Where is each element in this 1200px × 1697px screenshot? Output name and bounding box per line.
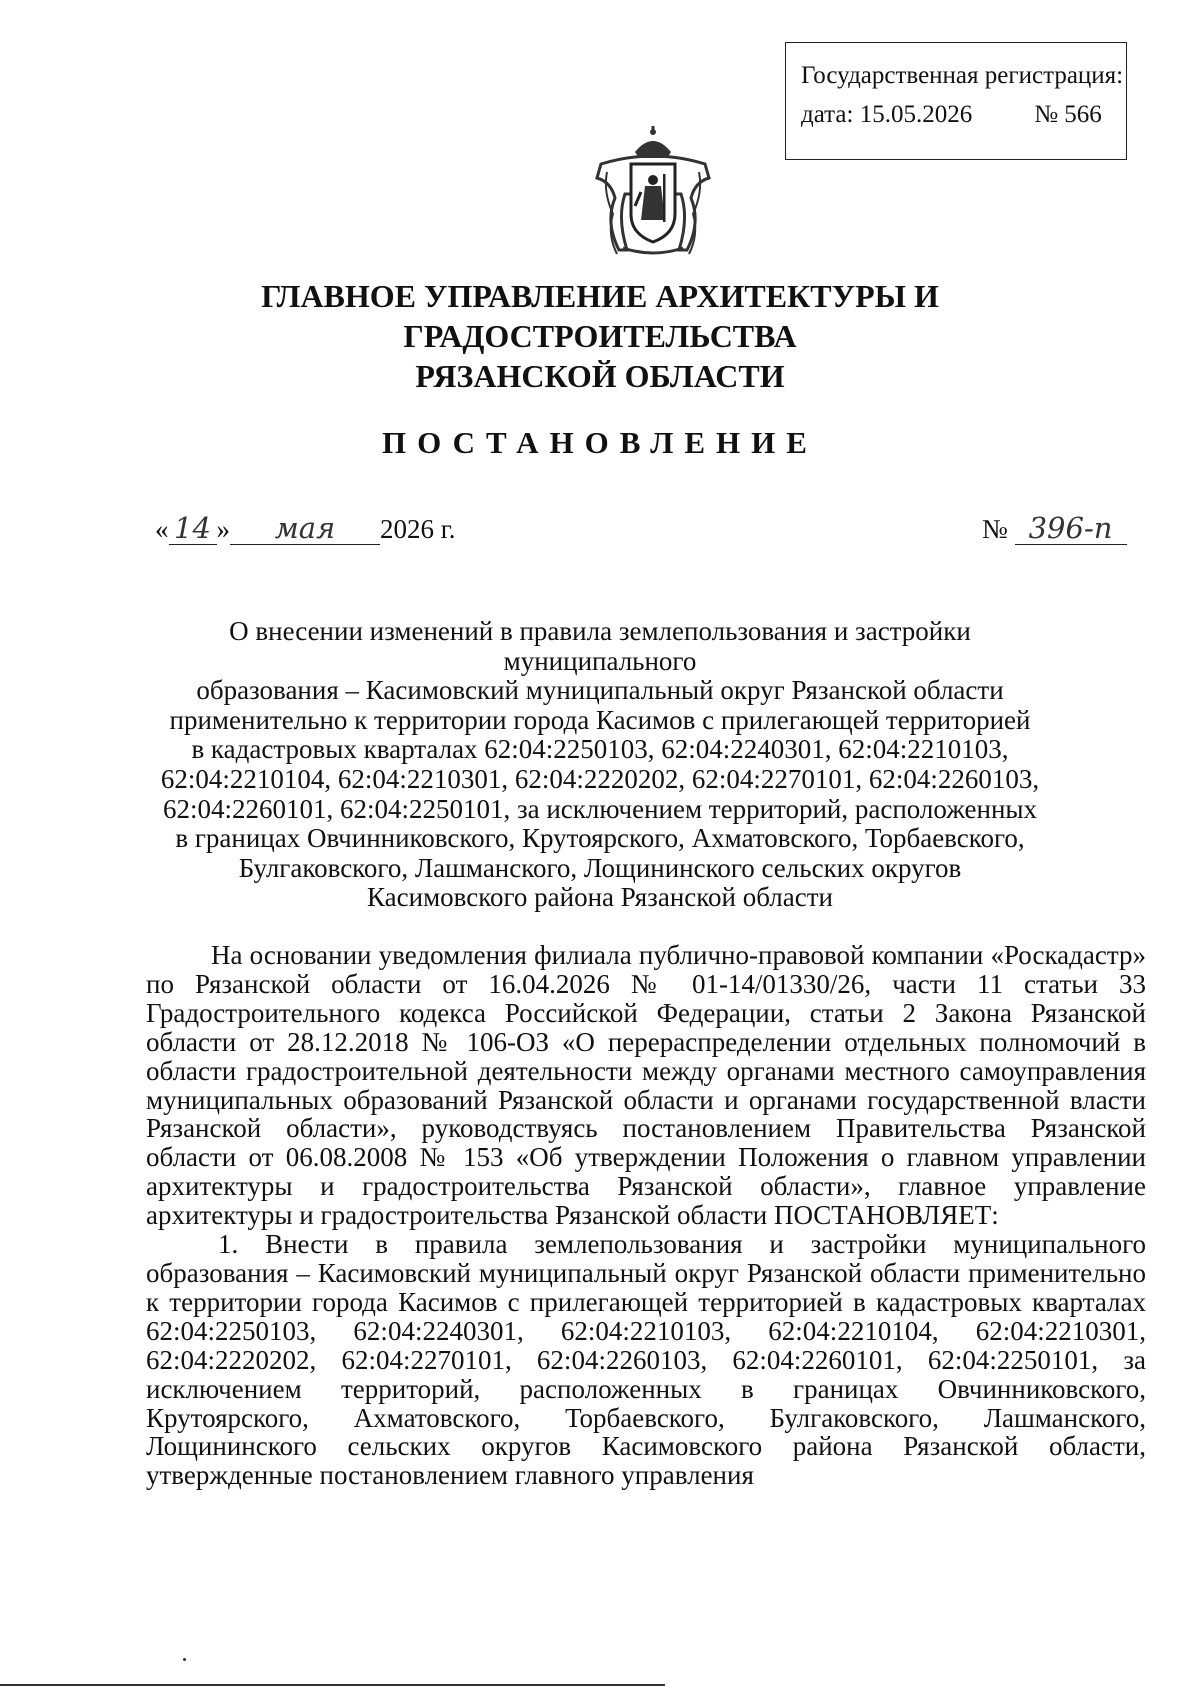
date-day-handwritten: 14 (169, 512, 217, 545)
registration-stamp (785, 42, 1127, 160)
document-type: ПОСТАНОВЛЕНИЕ (382, 425, 818, 460)
subject-line: Булгаковского, Лашманского, Лощининского сельских округов (238, 852, 962, 883)
subject-line: Касимовского района Рязанской области (367, 882, 833, 913)
registration-heading: Государственная регистрация: (801, 62, 1124, 89)
registration-details (801, 96, 1126, 135)
organization-title (100, 276, 1100, 396)
scan-speck (183, 1658, 186, 1661)
date-year: 2026 г. (380, 514, 456, 544)
page-bottom-rule (0, 1684, 665, 1686)
organization-line-2: РЯЗАНСКОЙ ОБЛАСТИ (415, 358, 785, 394)
document-body (146, 941, 1146, 1490)
registration-number: № 566 (1034, 100, 1102, 128)
subject-line: образования – Касимовский муниципальный округ Рязанской области (196, 675, 1004, 706)
registration-date: дата: 15.05.2026 (801, 100, 973, 128)
document-date (155, 512, 456, 546)
coat-of-arms-icon (583, 122, 723, 262)
number-prefix: № (982, 514, 1008, 544)
subject-line: О внесении изменений в правила землепользования и застройки муниципального (229, 616, 971, 676)
item-1-paragraph: 1. Внести в правила землепользования и застройки муниципального образования – Касимовский муниципальный округ Рязанской области применительно к территории города Касимов с прилегающей территорией в кадастровых кварталах 62:04:2250103, 62:04:2240301, 62:04:2210103, 62:04:2210104, 62:04:2210301, 62:04:2220202, 62:04:2270101, 62:04:2260103, 62:04:2260101, 62:04:2250101, за исключением территорий, расположенных в границах Овчинниковского, Крутоярского, Ахматовского, Торбаевского, Булгаковского, Лашманского, Лощининского сельских округов Касимовского района Рязанской области, утвержденные постановлением главного управления (146, 1229, 1146, 1491)
subject-line: применительно к территории города Касимов с прилегающей территорией (169, 704, 1031, 735)
document-subject (130, 617, 1070, 913)
organization-line-1: ГЛАВНОЕ УПРАВЛЕНИЕ АРХИТЕКТУРЫ И ГРАДОСТРОИТЕЛЬСТВА (261, 278, 939, 354)
subject-line: 62:04:2210104, 62:04:2210301, 62:04:2220202, 62:04:2270101, 62:04:2260103, (160, 763, 1040, 794)
date-close-quote: » (216, 514, 230, 544)
document-number (982, 512, 1127, 546)
number-handwritten: 396-п (1015, 512, 1127, 545)
subject-line: 62:04:2260101, 62:04:2250101, за исключением территорий, расположенных (162, 793, 1038, 824)
date-month-handwritten: мая (230, 512, 380, 545)
subject-line: в границах Овчинниковского, Крутоярского, Ахматовского, Торбаевского, (175, 823, 1025, 854)
date-open-quote: « (155, 514, 169, 544)
preamble-paragraph: На основании уведомления филиала публично-правовой компании «Роскадастр» по Рязанской области от 16.04.2026 № 01-14/01330/26, части 11 статьи 33 Градостроительного кодекса Российской Федерации, статьи 2 Закона Рязанской области от 28.12.2018 № 106-ОЗ «О перераспределении отдельных полномочий в области градостроительной деятельности между органами местного самоуправления муниципальных образований Рязанской области и органами государственной власти Рязанской области», руководствуясь постановлением Правительства Рязанской области от 06.08.2008 № 153 «Об утверждении Положения о главном управлении архитектуры и градостроительства Рязанской области», главное управление архитектуры и градостроительства Рязанской области ПОСТАНОВЛЯЕТ: (146, 940, 1146, 1231)
subject-line: в кадастровых кварталах 62:04:2250103, 62:04:2240301, 62:04:2210103, (191, 734, 1009, 765)
